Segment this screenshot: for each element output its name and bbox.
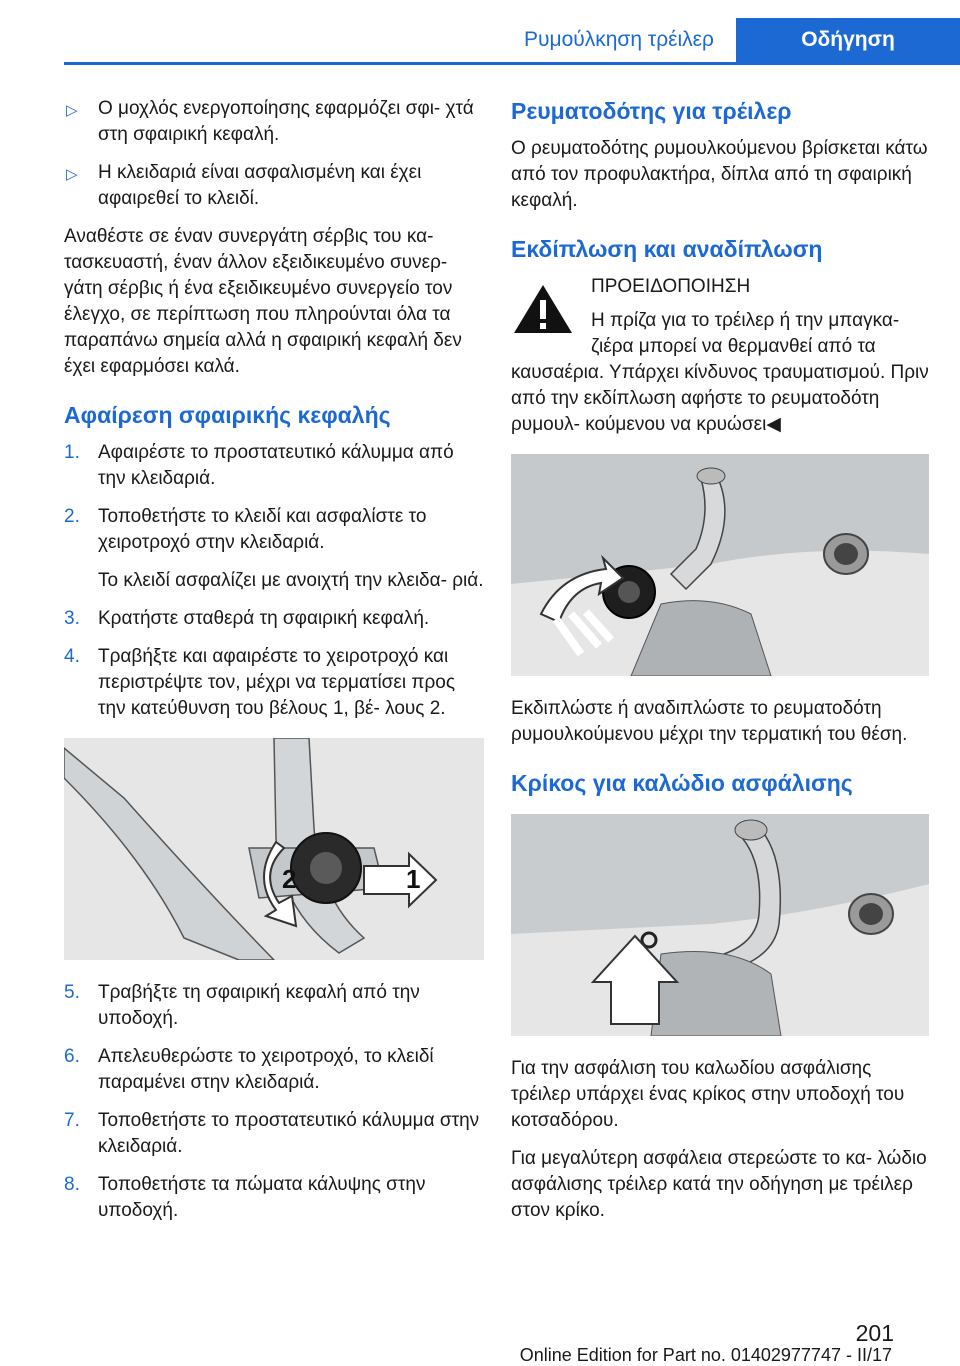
hand-wheel-drawing [64,738,484,960]
bullet-item [64,160,484,212]
right-column [511,96,929,1236]
step-text: Κρατήστε σταθερά τη σφαιρική κεφαλή. [98,608,430,629]
step-item [64,644,484,722]
step-text: Τραβήξτε τη σφαιρική κεφαλή από την υποδοχή. [98,982,420,1029]
step-text: Τοποθετήστε το κλειδί και ασφαλίστε το χειροτροχό στην κλειδαριά. [98,506,427,553]
warning-triangle-icon [511,282,575,336]
edition-note: Online Edition for Part no. 01402977747 - II/17 [519,1345,892,1365]
step-number: 5. [64,982,80,1003]
step-number: 1. [64,442,80,463]
step-item [64,1172,484,1224]
trailer-socket-drawing [511,454,929,676]
step-item [64,980,484,1032]
safety-ring-drawing [511,814,929,1036]
triangle-bullet-icon: ▷ [66,166,78,183]
paragraph: Αναθέστε σε έναν συνεργάτη σέρβις του κα‐ τασκευαστή, έναν άλλον εξειδικευμένο συνερ‐ γάτη σέρβις ή ένα εξειδικευμένο συνεργείο τον έλεγχο, σε περίπτωση που πληρούνται όλα τα παραπάνω σημεία αλλά η σφαιρική κεφαλή δεν έχει εφαρμόσει καλά. [64,226,462,377]
warning-title: ΠΡΟΕΙΔΟΠΟΙΗΣΗ [591,276,751,297]
header-chapter-tab: Οδήγηση [736,18,960,62]
step-item [64,1044,484,1096]
triangle-bullet-icon: ▷ [66,102,78,119]
paragraph: Για την ασφάλιση του καλωδίου ασφάλισης τρέιλερ υπάρχει ένας κρίκος στην υποδοχή του κοτσαδόρου. [511,1058,905,1131]
section-heading: Ρευματοδότης για τρέιλερ [511,98,792,124]
trailer-socket-illustration [511,454,929,676]
left-column [64,96,484,1236]
step-item [64,1108,484,1160]
step-text: Απελευθερώστε το χειροτροχό, το κλειδί παραμένει στην κλειδαριά. [98,1046,434,1093]
warning-text: Η πρίζα για το τρέιλερ ή την μπαγκα‐ ζιέρα μπορεί να θερμανθεί από τα καυσαέρια. Υπάρχει κίνδυνος τραυματισμού. Πριν από την εκδίπλωση αφήστε το ρευματοδότη ρυμουλ‐ κούμενου να κρυώσει◀ [511,310,929,435]
step-item [64,606,484,632]
step-text: Τοποθετήστε το προστατευτικό κάλυμμα στην κλειδαριά. [98,1110,480,1157]
warning-block [511,274,929,438]
hand-wheel-illustration [64,738,484,960]
bullet-text: Η κλειδαριά είναι ασφαλισμένη και έχει αφαιρεθεί το κλειδί. [98,162,422,209]
paragraph: Εκδιπλώστε ή αναδιπλώστε το ρευματοδότη ρυμουλκούμενου μέχρι την τερματική του θέση. [511,698,908,745]
section-heading: Αφαίρεση σφαιρικής κεφαλής [64,402,391,428]
step-item [64,440,484,492]
header-section-tab: Ρυμούλκηση τρέιλερ [505,18,733,62]
step-number: 6. [64,1046,80,1067]
step-number: 7. [64,1110,80,1131]
section-heading: Εκδίπλωση και αναδίπλωση [511,236,823,262]
step-text: Αφαιρέστε το προστατευτικό κάλυμμα από την κλειδαριά. [98,442,454,489]
section-heading: Κρίκος για καλώδιο ασφάλισης [511,770,853,796]
arrow-label-2: 2 [282,864,297,894]
step-text: Τοποθετήστε τα πώματα κάλυψης στην υποδοχή. [98,1174,426,1221]
step-number: 8. [64,1174,80,1195]
bullet-text: Ο μοχλός ενεργοποίησης εφαρμόζει σφι‐ χτά στη σφαιρική κεφαλή. [98,98,474,145]
page-header [0,18,960,62]
header-rule [64,62,960,65]
safety-cable-ring-illustration [511,814,929,1036]
paragraph: Για μεγαλύτερη ασφάλεια στερεώστε το κα‐ λώδιο ασφάλισης τρέιλερ κατά την οδήγηση με τρέιλερ στον κρίκο. [511,1148,927,1221]
bullet-item [64,96,484,148]
paragraph: Ο ρευματοδότης ρυμουλκούμενου βρίσκεται κάτω από τον προφυλακτήρα, δίπλα από τη σφαιρική κεφαλή. [511,138,928,211]
page-number: 201 [855,1320,894,1346]
step-item [64,504,484,556]
step-text: Τραβήξτε και αφαιρέστε το χειροτροχό και περιστρέψτε τον, μέχρι να τερματίσει προς την κατεύθυνση του βέλους 1, βέ‐ λους 2. [98,646,456,719]
step-number: 4. [64,646,80,667]
step-number: 2. [64,506,80,527]
arrow-label-1: 1 [406,864,421,894]
step-note: Το κλειδί ασφαλίζει με ανοιχτή την κλειδα‐ ριά. [98,570,484,591]
step-number: 3. [64,608,80,629]
